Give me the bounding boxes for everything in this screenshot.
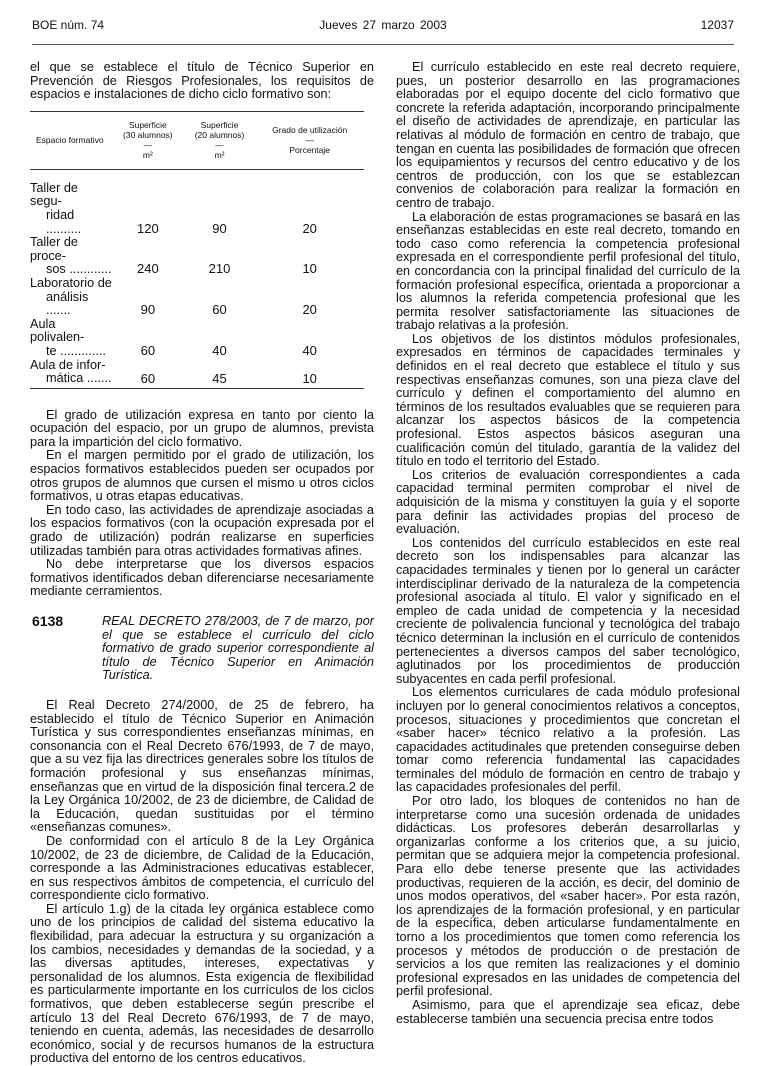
body-paragraph: No debe interpretarse que los diversos espacios formativos identificados deban diferenciarse necesariamente mediante cerramientos. <box>30 557 374 599</box>
space-name: Aula de infor- mática ....... <box>30 359 112 389</box>
header-espacio: Espacio formativo <box>30 111 112 169</box>
table-header-row <box>30 111 364 169</box>
table-row <box>30 359 364 389</box>
training-spaces-table <box>30 111 364 389</box>
intro-paragraph: el que se establece el título de Técnico Superior en Prevención de Riesgos Profesionales, los requisitos de espacios e instalaciones de dicho ciclo formativo son: <box>30 60 374 102</box>
cell-superficie-30: 60 <box>140 342 156 358</box>
decree-number: 6138 <box>32 613 64 629</box>
body-paragraph: El currículo establecido en este real decreto requiere, pues, un posterior desarrollo en las programaciones elaboradas por el equipo docente del ciclo formativo que concrete la referida adaptación, incorporando principalmente el diseño de actividades de aprendizaje, en particular las relativas al módulo de formación en centro de trabajo, que tengan en cuenta las posibilidades de formación que ofrecen los equipamientos y recursos del centro educativo y de los centros de producción, con los que se establezcan convenios de colaboración para realizar la formación en centro de trabajo. <box>396 60 740 210</box>
cell-grado: 10 <box>255 359 364 389</box>
header-superficie-30: Superficie (30 alumnos) — m² <box>112 111 184 169</box>
body-paragraph: Los elementos curriculares de cada módulo profesional incluyen por lo general conocimientos relativos a conceptos, procesos, situaciones y procedimientos que concretan el «saber hacer» técnico relativo a la profesión. Las capacidades actitudinales que pretenden conseguirse deben tomar como referencia fundamental las capacidades terminales del módulo de formación en centro de trabajo y las capacidades profesionales del perfil. <box>396 685 740 795</box>
decree-heading <box>30 615 374 683</box>
table-row <box>30 277 364 318</box>
publication-date: Jueves 27 marzo 2003 <box>319 18 447 32</box>
cell-superficie-20: 40 <box>212 342 227 358</box>
body-paragraph: El Real Decreto 274/2000, de 25 de febrero, ha establecido el título de Técnico Superior en Animación Turística y sus correspondientes enseñanzas mínimas, en consonancia con el Real Decreto 676/1993, de 7 de mayo, que a su vez fija las directrices generales sobre los títulos de formación profesional y sus enseñanzas mínimas, enseñanzas que en virtud de la disposición final tercera.2 de la Ley Orgánica 10/2002, de 23 de diciembre, de Calidad de la Educación, quedan sustituidas por el término «enseñanzas comunes». <box>30 697 374 835</box>
cell-superficie-30: 120 <box>136 220 159 236</box>
header-grado-utilizacion: Grado de utilización — Porcentaje <box>255 111 364 169</box>
body-paragraph: De conformidad con el artículo 8 de la Ley Orgánica 10/2002, de 23 de diciembre, de Calidad de la Educación, corresponde a las Administraciones educativas establecer, en sus respectivos ámbitos de competencia, el currículo del correspondiente ciclo formativo. <box>30 833 374 903</box>
cell-superficie-20: 90 <box>212 220 227 236</box>
cell-superficie-20: 45 <box>184 359 256 389</box>
body-paragraph: El grado de utilización expresa en tanto por ciento la ocupación del espacio, por un grupo de alumnos, prevista para la impartición del ciclo formativo. <box>30 407 374 449</box>
cell-grado: 10 <box>302 261 317 277</box>
cell-superficie-30: 240 <box>136 261 159 277</box>
body-paragraph: En todo caso, las actividades de aprendizaje asociadas a los espacios formativos (con la ocupación expresada por el grado de utilización) podrán realizarse en superficies utilizadas también para otras actividades formativas afines. <box>30 502 374 558</box>
space-name: Laboratorio de análisis ....... <box>30 275 112 318</box>
body-paragraph: Asimismo, para que el aprendizaje sea eficaz, debe establecerse también una secuencia precisa entre todos <box>396 997 740 1026</box>
cell-superficie-20: 60 <box>212 302 227 318</box>
cell-superficie-30: 60 <box>112 359 184 389</box>
cell-superficie-30: 90 <box>140 302 156 318</box>
journal-issue: BOE núm. 74 <box>32 18 105 32</box>
space-name: Taller de proce- sos ............ <box>30 235 112 277</box>
table-row <box>30 169 364 236</box>
body-paragraph: Por otro lado, los bloques de contenidos no han de interpretarse como una sucesión ordenada de unidades didácticas. Los profesores deberán desarrollarlas y organizarlas conforme a los criterios que, a su juicio, permitan que se adquiera mejor la competencia profesional. Para ello debe tenerse presente que las actividades productivas, requieren de la acción, es decir, del dominio de unos modos operativos, del «saber hacer». Por esta razón, los aprendizajes de la formación profesional, y en particular de la específica, deben articularse fundamentalmente en torno a los procedimientos que tomen como referencia los procesos y métodos de producción o de prestación de servicios a los que remiten las realizaciones y el dominio profesional expresados en las unidades de competencia del perfil profesional. <box>396 794 740 999</box>
cell-grado: 20 <box>302 220 317 236</box>
right-column <box>396 61 740 1026</box>
body-paragraph: Los objetivos de los distintos módulos profesionales, expresados en términos de capacidades terminales y definidos en el real decreto que establece el título y sus respectivas enseñanzas comunes, son una pieza clave del currículo y definen el comportamiento del alumno en términos de los resultados evaluables que se requieren para alcanzar los aspectos básicos de la competencia profesional. Estos aspectos básicos aseguran una cualificación común del titulado, garantía de la validez del título en todo el territorio del Estado. <box>396 331 740 469</box>
body-paragraph: Los contenidos del currículo establecidos en este real decreto son los indispensables para alcanzar las capacidades terminales y tienen por lo general un carácter interdisciplinar derivado de la naturaleza de la competencia profesional asociada al título. El valor y significado en el empleo de cada unidad de competencia y la necesidad creciente de polivalencia funcional y tecnológica del trabajo técnico determinan la inclusión en el currículo de contenidos pertenecientes a diversos campos del saber tecnológico, aglutinados por los procedimientos de producción subyacentes en cada perfil profesional. <box>396 535 740 686</box>
table-row <box>30 318 364 359</box>
body-paragraph: En el margen permitido por el grado de utilización, los espacios formativos establecidos pueden ser ocupados por otros grupos de alumnos que cursen el mismo u otros ciclos formativos, u otras etapas educativas. <box>30 448 374 504</box>
table-row <box>30 236 364 277</box>
space-name: Taller de segu- ridad .......... <box>30 180 82 236</box>
page-number: 12037 <box>700 18 734 32</box>
body-paragraph: El artículo 1.g) de la citada ley orgánica establece como uno de los principios de calidad del sistema educativo la flexibilidad, para adecuar la estructura y su organización a los cambios, necesidades y demandas de la sociedad, y a las diversas aptitudes, intereses, expectativas y personalidad de los alumnos. Esta exigencia de flexibilidad es particularmente importante en los currículos de los ciclos formativos, que deben establecerse según prescribe el artículo 13 del Real Decreto 676/1993, de 7 de mayo, teniendo en cuenta, además, las necesidades de desarrollo económico, social y de recursos humanos de la estructura productiva del entorno de los centros educativos. <box>30 901 374 1066</box>
left-column <box>30 61 374 1066</box>
decree-title: REAL DECRETO 278/2003, de 7 de marzo, por el que se establece el currículo del ciclo formativo de grado superior correspondiente al título de Técnico Superior en Animación Turística. <box>102 614 374 683</box>
body-paragraph: La elaboración de estas programaciones se basará en las enseñanzas establecidas en este real decreto, tomando en todo caso como referencia la competencia profesional expresada en el correspondiente perfil profesional del título, en concordancia con la principal finalidad del currículo de la formación profesional específica, orientada a proporcionar a los alumnos la referida competencia profesional que les permita resolver satisfactoriamente las situaciones de trabajo relativas a la profesión. <box>396 209 740 333</box>
page-header <box>32 8 734 45</box>
header-superficie-20: Superficie (20 alumnos) — m² <box>184 111 256 169</box>
body-paragraph: Los criterios de evaluación correspondientes a cada capacidad terminal permiten comprobar el nivel de adquisición de la misma y constituyen la guía y el soporte para definir las actividades propias del proceso de evaluación. <box>396 467 740 537</box>
cell-superficie-20: 210 <box>208 261 231 277</box>
space-name: Aula polivalen- te ............. <box>30 316 106 358</box>
cell-grado: 20 <box>302 302 317 318</box>
cell-grado: 40 <box>302 342 317 358</box>
